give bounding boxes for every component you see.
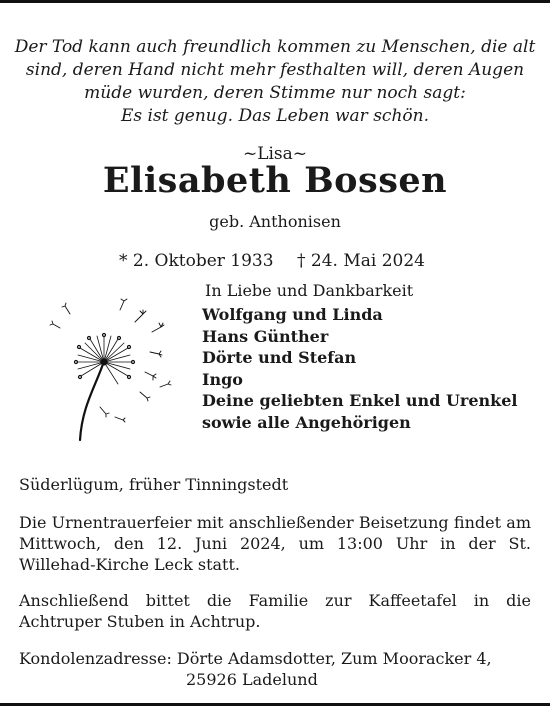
list-item: Ingo [202, 369, 243, 389]
residence-place: Süderlügum, früher Tinningstedt [19, 475, 289, 494]
thanks-intro: In Liebe und Dankbarkeit [205, 281, 414, 300]
coffee-info: Anschließend bittet die Familie zur Kaffeetafel in die Achtruper Stuben in Achtrup. [19, 591, 531, 631]
birth-name: geb. Anthonisen [209, 212, 341, 231]
dandelion-icon [40, 292, 200, 452]
condolence-line: Kondolenzadresse: Dörte Adamsdotter, Zum Mooracker 4, [19, 649, 492, 668]
deceased-name: Elisabeth Bossen [102, 160, 448, 201]
mourners-list [202, 304, 517, 433]
quote-line: Es ist genug. Das Leben war schön. [120, 106, 429, 126]
list-item: Hans Günther [202, 326, 329, 346]
birth-date: * 2. Oktober 1933 [119, 251, 274, 271]
list-item: Wolfgang und Linda [202, 305, 383, 324]
condolence-address [19, 648, 531, 690]
quote-line: Der Tod kann auch freundlich kommen zu Menschen, die alt [14, 37, 536, 57]
quote [10, 36, 540, 128]
list-item: Dörte und Stefan [202, 348, 357, 367]
list-item: sowie alle Angehörigen [202, 412, 411, 432]
list-item: Deine geliebten Enkel und Urenkel [202, 391, 518, 410]
quote-line: müde wurden, deren Stimme nur noch sagt: [84, 83, 466, 103]
ceremony-info: Die Urnentrauerfeier mit anschließender Beisetzung findet am Mittwoch, den 12. Juni 2024, um 13:00 Uhr in der St. Willehad-Kirche Leck statt. [19, 513, 531, 574]
condolence-line: 25926 Ladelund [186, 670, 318, 689]
quote-line: sind, deren Hand nicht mehr festhalten will, deren Augen [25, 60, 525, 80]
death-date: † 24. Mai 2024 [297, 251, 425, 271]
nickname: ~Lisa~ [242, 144, 308, 164]
top-border [0, 0, 550, 3]
